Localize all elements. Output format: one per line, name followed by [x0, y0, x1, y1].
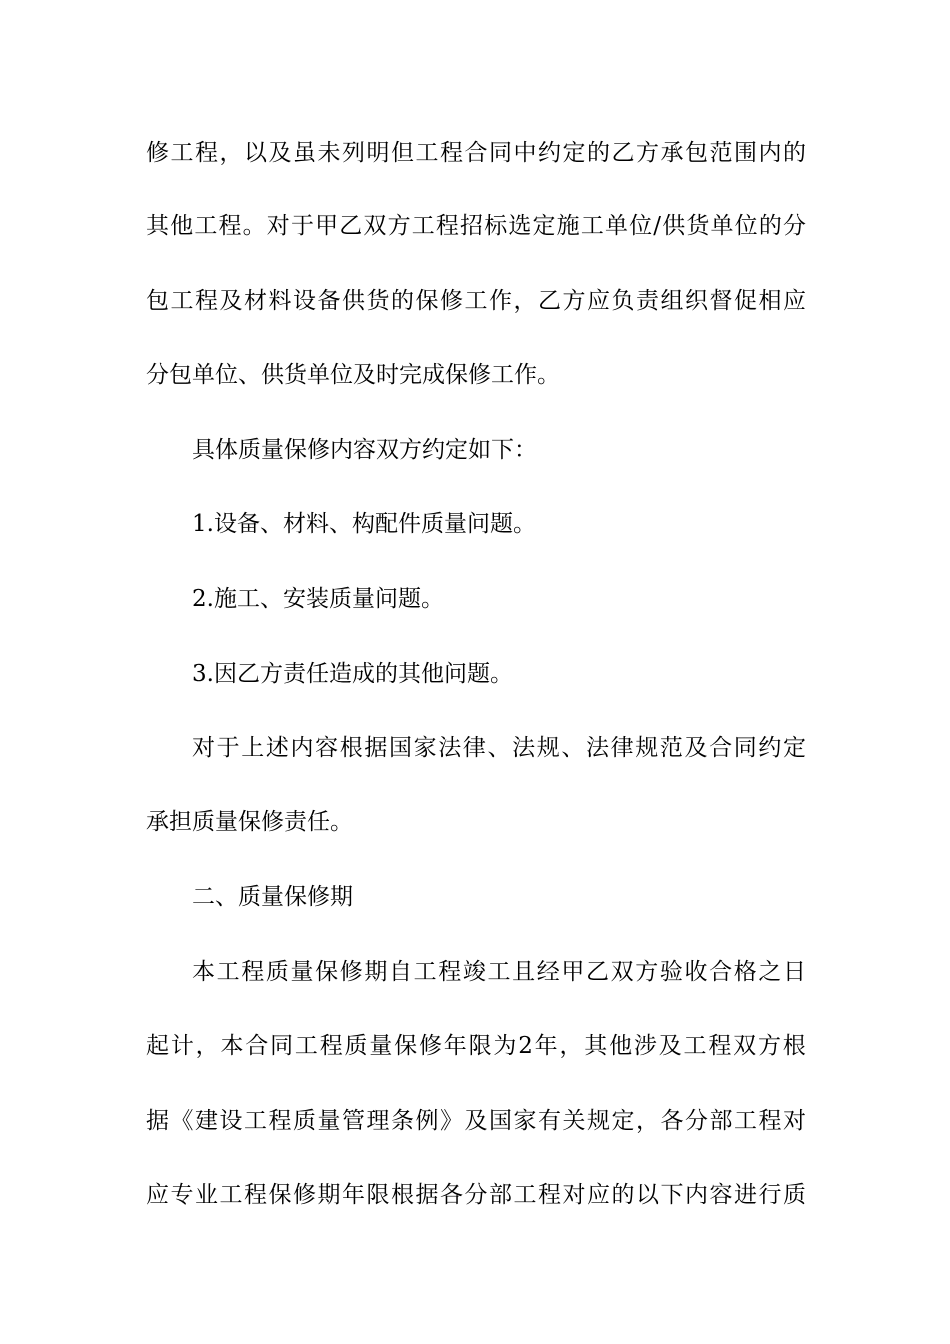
glyph: 涉	[633, 1033, 657, 1059]
list-item: 1.设备、材料、构配件质量问题。	[192, 511, 536, 537]
glyph: 方	[562, 288, 586, 314]
glyph: 修	[146, 140, 169, 166]
list-item: 2.施工、安装质量问题。	[192, 586, 444, 612]
glyph: 期	[317, 1182, 341, 1208]
glyph: 年	[342, 1182, 365, 1208]
glyph: 程	[438, 959, 462, 985]
glyph: 标	[484, 213, 508, 239]
glyph: 程	[241, 959, 265, 985]
glyph: 限	[366, 1182, 390, 1208]
glyph: 的	[758, 213, 782, 239]
glyph: 容	[315, 735, 339, 761]
glyph: 程	[758, 1108, 782, 1134]
glyph: 限	[468, 1033, 492, 1059]
glyph: 下	[660, 1182, 684, 1208]
glyph: 备	[317, 288, 341, 314]
glyph: 范	[709, 140, 733, 166]
glyph: 甲	[315, 213, 339, 239]
glyph: 虽	[293, 140, 316, 166]
glyph: 对	[562, 1182, 586, 1208]
glyph: 程	[244, 1182, 267, 1208]
glyph: 工	[415, 140, 439, 166]
glyph: 律	[610, 735, 634, 761]
text-line: 承担质量保修责任。	[146, 809, 353, 835]
glyph: 以	[244, 140, 267, 166]
glyph: 其	[146, 213, 169, 239]
glyph: 及	[684, 735, 708, 761]
glyph: 据	[146, 1108, 169, 1134]
glyph: 量	[317, 1108, 341, 1134]
glyph: 的	[391, 288, 414, 314]
glyph: 相	[758, 288, 782, 314]
glyph: 未	[317, 140, 341, 166]
glyph: 定	[562, 140, 586, 166]
glyph: 应	[783, 288, 806, 314]
glyph: 自	[389, 959, 412, 985]
glyph: 合	[709, 959, 733, 985]
glyph: 容	[709, 1182, 733, 1208]
glyph: 货	[366, 288, 390, 314]
glyph: 规	[587, 1108, 610, 1134]
glyph: 他	[609, 1033, 633, 1059]
glyph: 列	[342, 140, 365, 166]
glyph: 分	[464, 1182, 488, 1208]
glyph: 关	[562, 1108, 586, 1134]
glyph: 经	[536, 959, 560, 985]
glyph: 建	[195, 1108, 218, 1134]
text-line	[192, 733, 806, 763]
glyph: 程	[218, 213, 242, 239]
glyph: 定	[783, 735, 806, 761]
glyph: 根	[339, 735, 363, 761]
glyph: 修	[440, 288, 463, 314]
glyph: 明	[366, 140, 390, 166]
glyph: 程	[319, 1033, 343, 1059]
glyph: ，	[636, 1108, 659, 1134]
glyph: 修	[293, 1182, 316, 1208]
glyph: 货	[686, 213, 710, 239]
glyph: 合	[464, 140, 488, 166]
glyph: 质	[344, 1033, 368, 1059]
glyph: 保	[415, 288, 439, 314]
glyph: 国	[489, 1108, 512, 1134]
glyph: 乙	[339, 213, 363, 239]
glyph: 修	[418, 1033, 442, 1059]
glyph: 例	[415, 1108, 439, 1134]
glyph: 中	[513, 140, 537, 166]
glyph: 程	[435, 213, 459, 239]
glyph: 法	[438, 735, 462, 761]
glyph: 设	[293, 288, 316, 314]
glyph: 约	[538, 140, 561, 166]
glyph: 其	[584, 1033, 608, 1059]
glyph: 本	[220, 1033, 244, 1059]
glyph: 定	[611, 1108, 635, 1134]
glyph: 但	[391, 140, 414, 166]
glyph: 程	[195, 288, 218, 314]
glyph: 国	[389, 735, 412, 761]
glyph: 家	[413, 735, 437, 761]
glyph: 根	[391, 1182, 414, 1208]
glyph: 作	[489, 288, 512, 314]
glyph: 法	[512, 735, 536, 761]
glyph: ，	[219, 140, 243, 166]
text-line	[146, 138, 806, 168]
glyph: 修	[339, 959, 363, 985]
glyph: 进	[734, 1182, 757, 1208]
glyph: 部	[489, 1182, 512, 1208]
glyph: 乙	[611, 140, 635, 166]
glyph: 围	[734, 140, 757, 166]
glyph: 负	[611, 288, 635, 314]
glyph: ，	[559, 1033, 583, 1059]
glyph: 对	[783, 1108, 806, 1134]
glyph: 双	[363, 213, 387, 239]
glyph: 对	[192, 735, 215, 761]
glyph: 供	[342, 288, 365, 314]
glyph: 分	[685, 1108, 708, 1134]
glyph: 单	[604, 213, 628, 239]
glyph: 保	[315, 959, 339, 985]
glyph: 专	[170, 1182, 194, 1208]
glyph: 为	[493, 1033, 517, 1059]
text-line	[192, 957, 806, 987]
glyph: 内	[290, 735, 314, 761]
glyph: 述	[265, 735, 289, 761]
glyph: 内	[685, 1182, 708, 1208]
glyph: 程	[268, 1108, 292, 1134]
glyph: 起	[146, 1033, 169, 1059]
glyph: 质	[265, 959, 289, 985]
glyph: 质	[293, 1108, 316, 1134]
glyph: 有	[538, 1108, 561, 1134]
glyph: 年	[534, 1033, 558, 1059]
glyph: 量	[369, 1033, 393, 1059]
glyph: 工	[580, 213, 604, 239]
glyph: 》	[440, 1108, 463, 1134]
text-line	[146, 1031, 806, 1061]
glyph: 促	[734, 288, 757, 314]
glyph: 工	[487, 959, 511, 985]
glyph: 料	[268, 288, 292, 314]
text-line: 具体质量保修内容双方约定如下：	[192, 437, 537, 463]
glyph: /	[653, 213, 662, 239]
glyph: 材	[244, 288, 267, 314]
glyph: 工	[513, 1182, 537, 1208]
glyph: 选	[508, 213, 532, 239]
glyph: 工	[194, 213, 218, 239]
glyph: 2	[518, 1033, 533, 1059]
glyph: 以	[636, 1182, 659, 1208]
glyph: 。	[242, 213, 266, 239]
glyph: 双	[733, 1033, 757, 1059]
glyph: 程	[195, 140, 218, 166]
glyph: 本	[192, 959, 215, 985]
glyph: 工	[683, 1033, 707, 1059]
glyph: 上	[241, 735, 265, 761]
glyph: 程	[708, 1033, 732, 1059]
glyph: 程	[538, 1182, 561, 1208]
glyph: 单	[710, 213, 734, 239]
text-line	[146, 211, 806, 241]
section-heading: 二、质量保修期	[192, 884, 353, 910]
glyph: 乙	[586, 959, 609, 985]
glyph: 督	[709, 288, 733, 314]
glyph: 同	[270, 1033, 294, 1059]
glyph: 于	[290, 213, 314, 239]
glyph: 律	[462, 735, 486, 761]
glyph: 管	[342, 1108, 365, 1134]
glyph: 理	[366, 1108, 390, 1134]
glyph: 乙	[538, 288, 561, 314]
glyph: 及	[219, 288, 243, 314]
glyph: 工	[244, 1108, 267, 1134]
glyph: 的	[783, 140, 806, 166]
glyph: 、	[487, 735, 511, 761]
glyph: 包	[146, 288, 169, 314]
glyph: 组	[660, 288, 684, 314]
glyph: 各	[660, 1108, 684, 1134]
glyph: 量	[290, 959, 314, 985]
glyph: 的	[587, 140, 610, 166]
glyph: 应	[587, 288, 610, 314]
glyph: 根	[782, 1033, 806, 1059]
glyph: 且	[512, 959, 536, 985]
glyph: 位	[734, 213, 758, 239]
glyph: 保	[394, 1033, 418, 1059]
glyph: 之	[758, 959, 782, 985]
glyph: 合	[709, 735, 733, 761]
glyph: 方	[636, 140, 659, 166]
glyph: 方	[387, 213, 411, 239]
list-item: 3.因乙方责任造成的其他问题。	[192, 661, 513, 687]
glyph: 格	[733, 959, 757, 985]
glyph: 应	[146, 1182, 169, 1208]
glyph: 同	[489, 140, 512, 166]
glyph: 条	[391, 1108, 414, 1134]
glyph: 对	[266, 213, 290, 239]
glyph: ，	[195, 1033, 219, 1059]
glyph: 收	[684, 959, 708, 985]
glyph: ，	[513, 288, 537, 314]
glyph: 工	[216, 959, 240, 985]
glyph: 部	[709, 1108, 733, 1134]
glyph: 约	[758, 735, 782, 761]
glyph: 施	[556, 213, 580, 239]
glyph: 应	[587, 1182, 610, 1208]
glyph: 保	[268, 1182, 292, 1208]
glyph: 工	[170, 140, 194, 166]
glyph: 《	[170, 1108, 194, 1134]
glyph: 方	[635, 959, 659, 985]
glyph: 质	[783, 1182, 806, 1208]
glyph: 及	[658, 1033, 682, 1059]
glyph: 及	[268, 140, 292, 166]
glyph: 双	[610, 959, 634, 985]
glyph: 据	[364, 735, 388, 761]
glyph: 分	[782, 213, 806, 239]
glyph: 年	[443, 1033, 467, 1059]
glyph: 工	[170, 288, 194, 314]
glyph: 包	[685, 140, 708, 166]
text-line	[146, 1106, 806, 1136]
glyph: 设	[219, 1108, 243, 1134]
glyph: 的	[611, 1182, 635, 1208]
glyph: 甲	[561, 959, 585, 985]
glyph: 内	[758, 140, 782, 166]
glyph: 供	[662, 213, 686, 239]
glyph: 家	[513, 1108, 537, 1134]
glyph: 各	[440, 1182, 463, 1208]
glyph: 竣	[462, 959, 486, 985]
glyph: 承	[660, 140, 684, 166]
glyph: 日	[783, 959, 806, 985]
glyph: 验	[659, 959, 683, 985]
glyph: 法	[586, 735, 609, 761]
glyph: 他	[170, 213, 194, 239]
glyph: 织	[685, 288, 708, 314]
glyph: 同	[733, 735, 757, 761]
text-line: 分包单位、供货单位及时完成保修工作。	[146, 362, 560, 388]
glyph: 计	[170, 1033, 194, 1059]
glyph: 合	[245, 1033, 269, 1059]
glyph: 期	[364, 959, 388, 985]
glyph: 行	[758, 1182, 782, 1208]
glyph: 责	[636, 288, 659, 314]
glyph: 程	[440, 140, 463, 166]
glyph: 规	[536, 735, 560, 761]
glyph: 工	[219, 1182, 243, 1208]
text-line	[146, 286, 806, 316]
glyph: 工	[411, 213, 435, 239]
glyph: 招	[460, 213, 484, 239]
glyph: 范	[659, 735, 683, 761]
glyph: 工	[464, 288, 488, 314]
glyph: 据	[415, 1182, 439, 1208]
glyph: 方	[757, 1033, 781, 1059]
glyph: 及	[464, 1108, 488, 1134]
glyph: 业	[195, 1182, 218, 1208]
glyph: 、	[561, 735, 585, 761]
glyph: 规	[635, 735, 659, 761]
glyph: 位	[629, 213, 653, 239]
glyph: 工	[413, 959, 437, 985]
glyph: 工	[734, 1108, 757, 1134]
glyph: 工	[294, 1033, 318, 1059]
glyph: 定	[532, 213, 556, 239]
glyph: 于	[216, 735, 240, 761]
text-line	[146, 1180, 806, 1210]
